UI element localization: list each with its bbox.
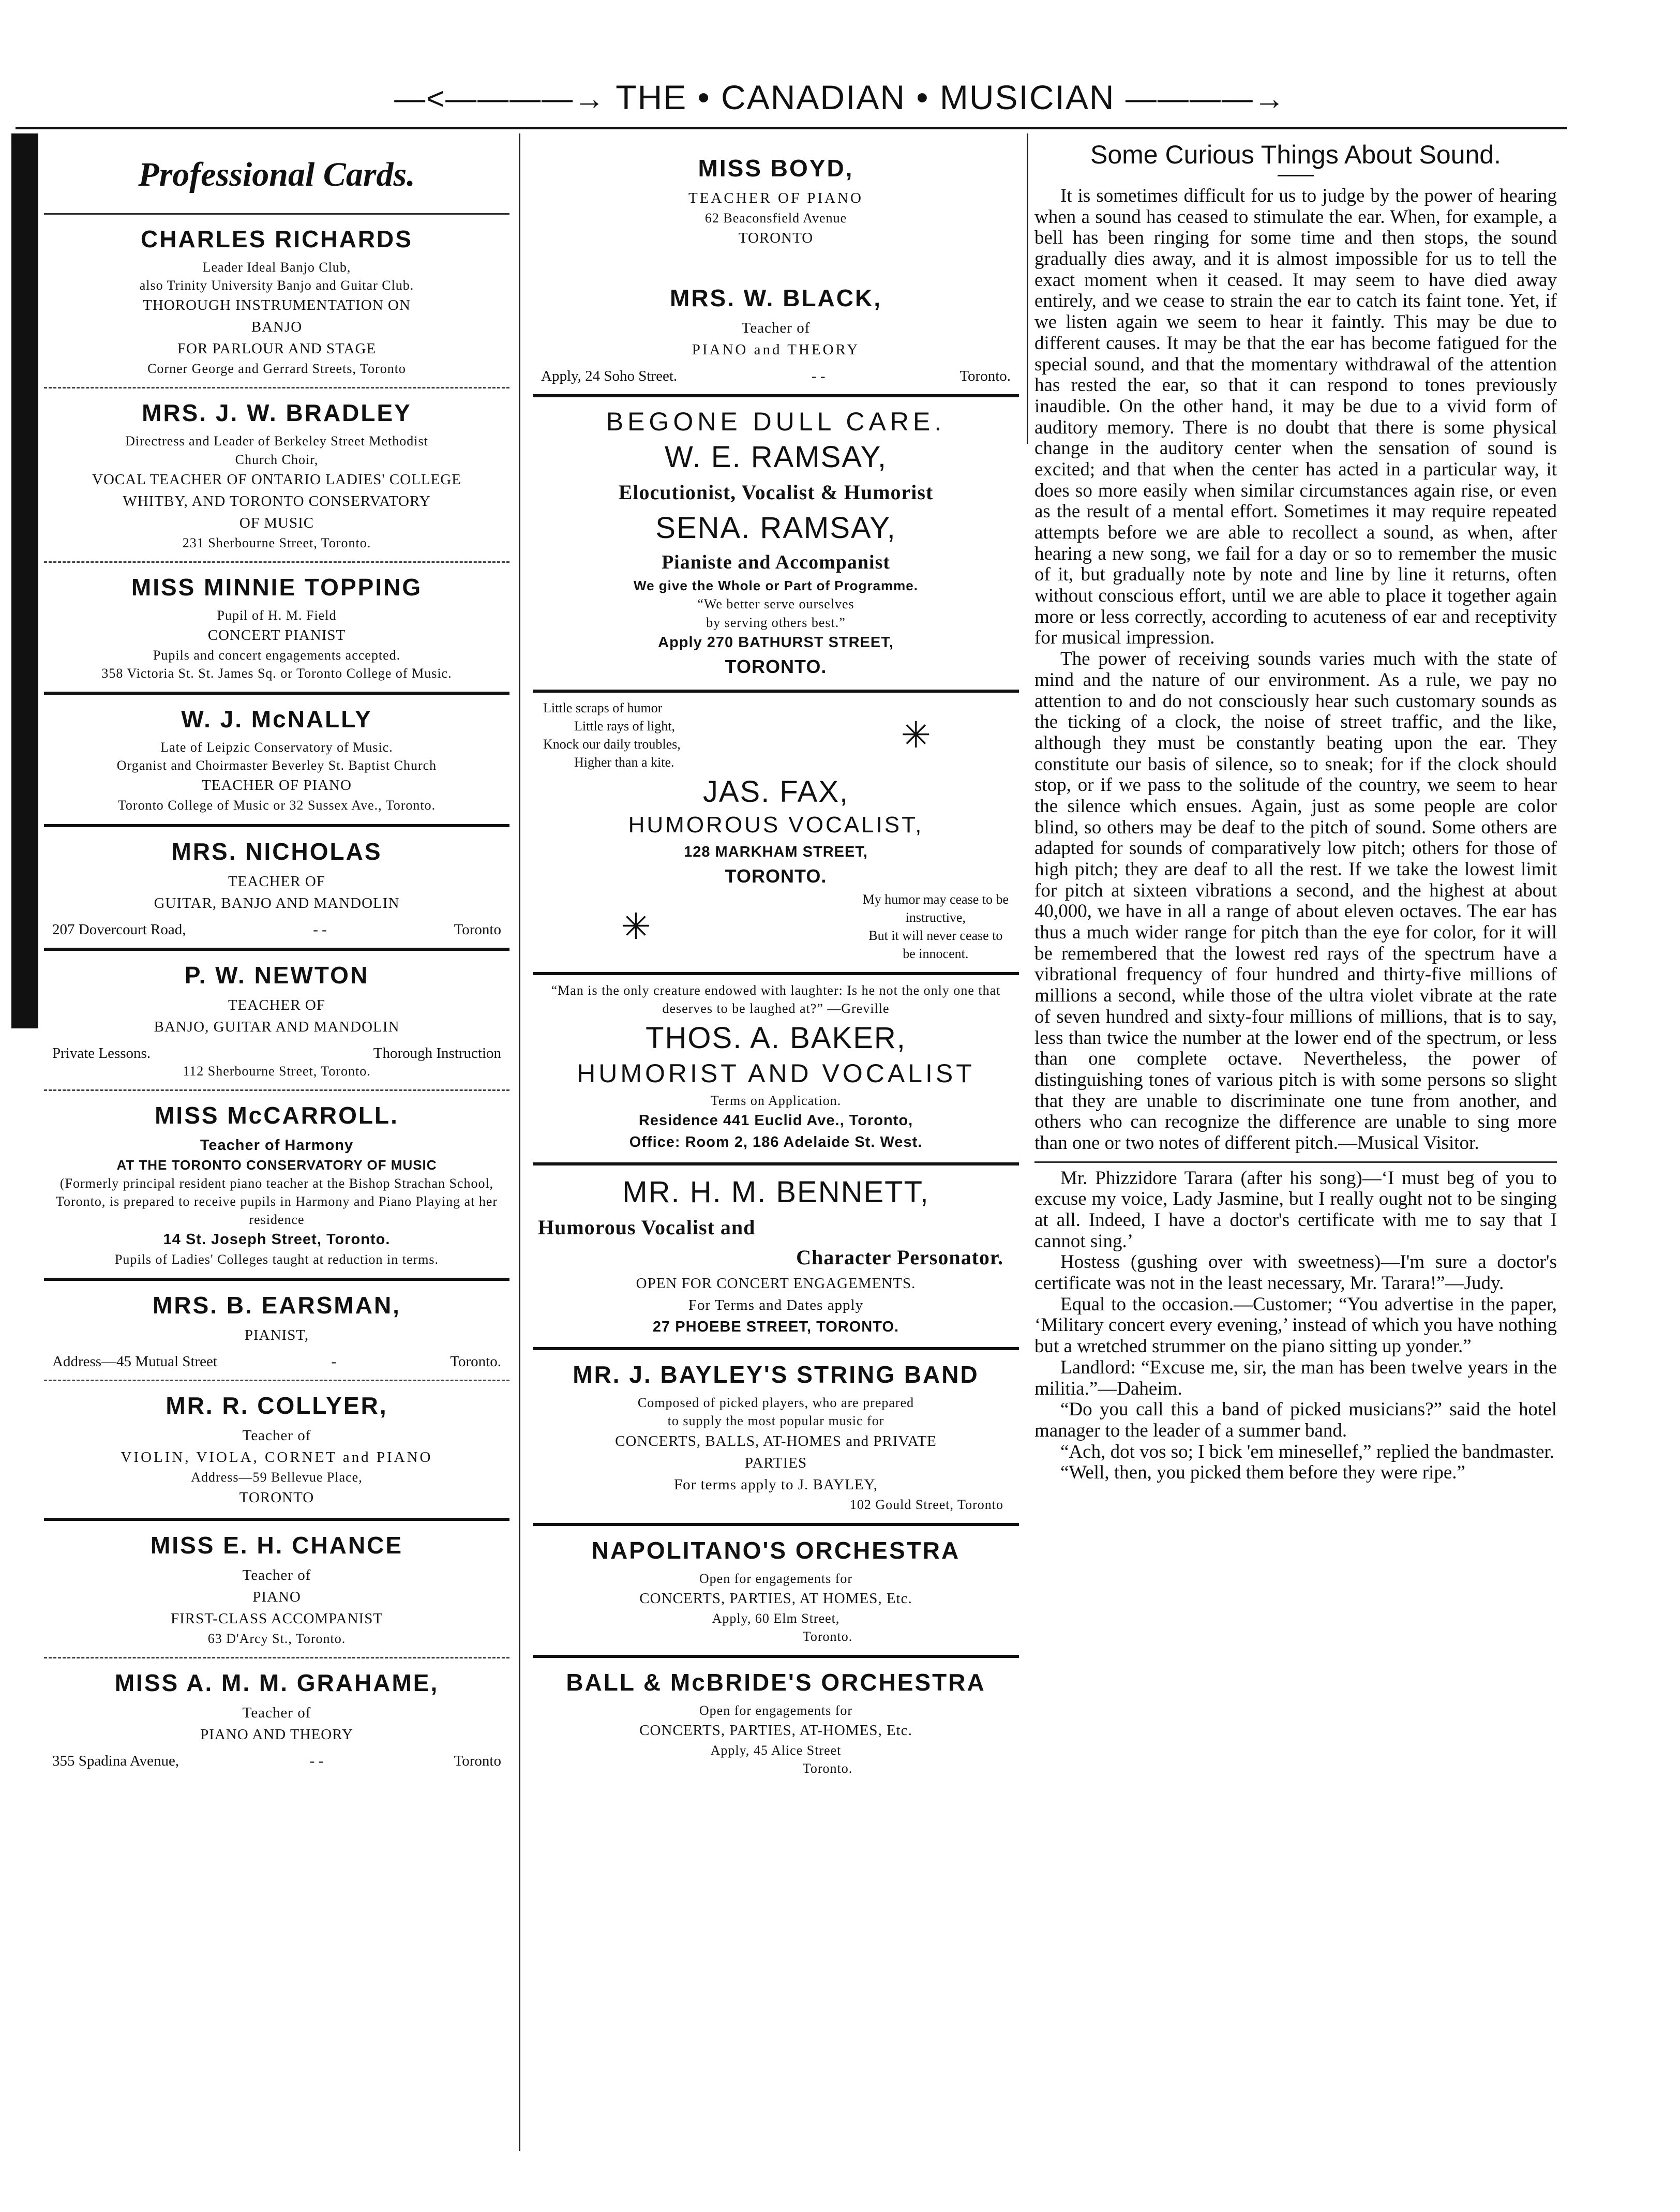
card-name: NAPOLITANO'S ORCHESTRA bbox=[591, 1536, 961, 1564]
quote: “Man is the only creature endowed with laughter: Is he not the only one that deserves to be laughed at?” —Greville bbox=[551, 982, 1001, 1016]
title-rule bbox=[1278, 175, 1314, 176]
card-name: BALL & McBRIDE'S ORCHESTRA bbox=[566, 1669, 986, 1696]
paragraph: Hostess (gushing over with sweetness)—I'm sure a doctor's certificate was not in the least necessary, Mr. Tarara!”—Judy. bbox=[1034, 1251, 1557, 1294]
card-name: MR. H. M. BENNETT, bbox=[622, 1175, 929, 1209]
card-line: CONCERT PIANIST bbox=[207, 626, 346, 644]
card-line: Teacher of Harmony bbox=[200, 1137, 354, 1154]
card-line: TORONTO. bbox=[725, 655, 827, 677]
card-line: VIOLIN, VIOLA, CORNET and PIANO bbox=[121, 1449, 433, 1466]
asterisk-icon: ✳ bbox=[901, 714, 931, 757]
card-line: PIANO bbox=[252, 1588, 301, 1605]
card-name: MISS A. M. M. GRAHAME, bbox=[114, 1669, 439, 1696]
card-collyer bbox=[44, 1381, 509, 1520]
verse-line: be innocent. bbox=[903, 946, 969, 961]
card-dashes: - - bbox=[309, 1752, 324, 1769]
card-line: OF MUSIC bbox=[239, 514, 314, 531]
card-city: Toronto. bbox=[802, 1761, 853, 1776]
card-right: Thorough Instruction bbox=[373, 1044, 501, 1062]
card-dashes: - - bbox=[313, 921, 327, 938]
card-line: Open for engagements for bbox=[699, 1571, 853, 1586]
card-earsman bbox=[44, 1281, 509, 1381]
card-line: by serving others best.” bbox=[706, 615, 846, 630]
card-line: Organist and Choirmaster Beverley St. Baptist Church bbox=[116, 758, 437, 773]
card-line: HUMORIST AND VOCALIST bbox=[577, 1059, 975, 1088]
card-line: TORONTO bbox=[239, 1489, 314, 1506]
card-line: CONCERTS, PARTIES, AT HOMES, Etc. bbox=[639, 1590, 912, 1607]
card-line: Open for engagements for bbox=[699, 1703, 853, 1718]
verse-line: Higher than a kite. bbox=[574, 755, 674, 770]
card-name: W. J. McNALLY bbox=[181, 706, 372, 733]
card-address: 102 Gould Street, Toronto bbox=[849, 1497, 1003, 1512]
paragraph: Equal to the occasion.—Customer; “You advertise in the paper, ‘Military concert every evening,’ instead of which you have nothing but a wretched strummer on the piano sitting up yonder.” bbox=[1034, 1293, 1557, 1357]
card-line: Church Choir, bbox=[235, 452, 319, 467]
professional-cards-column bbox=[44, 140, 509, 1779]
card-name: MISS BOYD, bbox=[698, 155, 854, 182]
card-jas-fax bbox=[533, 693, 1019, 975]
card-line: Teacher of bbox=[242, 1427, 311, 1444]
card-name: MR. J. BAYLEY'S STRING BAND bbox=[573, 1361, 979, 1388]
card-city: Toronto. bbox=[802, 1629, 853, 1645]
card-address: Residence 441 Euclid Ave., Toronto, bbox=[638, 1112, 913, 1129]
card-line: Pupils of Ladies' Colleges taught at reduction in terms. bbox=[114, 1252, 439, 1267]
card-name: W. E. RAMSAY, bbox=[665, 440, 887, 474]
card-city: Toronto bbox=[454, 921, 501, 938]
card-line: TORONTO. bbox=[725, 865, 827, 887]
card-name: MISS MINNIE TOPPING bbox=[131, 573, 423, 601]
header-rule bbox=[16, 127, 1567, 129]
card-grahame bbox=[44, 1658, 509, 1779]
card-line: Elocutionist, Vocalist & Humorist bbox=[618, 481, 934, 504]
card-address: 358 Victoria St. St. James Sq. or Toronto College of Music. bbox=[101, 666, 452, 681]
card-city: Toronto. bbox=[450, 1353, 501, 1370]
card-address: 355 Spadina Avenue, bbox=[52, 1752, 179, 1769]
card-line: Composed of picked players, who are prepared bbox=[637, 1395, 914, 1411]
card-line: PARTIES bbox=[744, 1454, 807, 1471]
card-line: GUITAR, BANJO AND MANDOLIN bbox=[154, 894, 400, 911]
card-line: HUMOROUS VOCALIST, bbox=[628, 812, 924, 838]
card-name: MRS. B. EARSMAN, bbox=[153, 1292, 401, 1319]
anecdotes bbox=[1034, 1168, 1557, 1484]
card-charles-richards bbox=[44, 215, 509, 388]
card-line: “We better serve ourselves bbox=[697, 596, 854, 612]
column-divider-2 bbox=[1027, 133, 1028, 444]
article-body bbox=[1034, 186, 1557, 1154]
card-address: Apply, 60 Elm Street, bbox=[712, 1610, 840, 1626]
card-address-row bbox=[44, 1353, 509, 1370]
card-address: Apply, 45 Alice Street bbox=[710, 1743, 842, 1758]
card-name: MRS. NICHOLAS bbox=[171, 838, 382, 865]
card-address: Corner George and Gerrard Streets, Toronto bbox=[147, 361, 406, 377]
verse bbox=[863, 890, 1009, 963]
card-line: AT THE TORONTO CONSERVATORY OF MUSIC bbox=[116, 1157, 437, 1173]
card-line: FOR PARLOUR AND STAGE bbox=[177, 340, 377, 357]
card-line: VOCAL TEACHER OF ONTARIO LADIES' COLLEGE bbox=[92, 471, 461, 488]
card-line: to supply the most popular music for bbox=[667, 1413, 884, 1429]
card-line: Teacher of bbox=[242, 1566, 311, 1583]
card-line: PIANIST, bbox=[244, 1327, 309, 1344]
verse bbox=[543, 699, 681, 771]
paragraph: It is sometimes difficult for us to judge by the power of hearing when a sound has ceased to stimulate the ear. When, for example, a bell has been ringing for some time and then stops, the sound gradually dies away, and it is almost impossible for us to tell the exact moment when it ceased. It may seem to have died away entirely, and we cease to strain the ear to catch its faint tone. Yet, if we listen again we seem to hear it faintly. This may be due to different causes. It may be that the ear has become fatigued for the special sound, and that the momentary withdrawal of the attention has rested the ear, so that it can respond to tones previously inaudible. On the other hand, it may be due to a vivid form of auditory memory. There is no doubt that there is some physical change in the auditory center when the sensation of sound is excited; and that when the center has acted in a particular way, it does so more easily when similar circumstances again rise, or even as the result of a mental effort. Sometimes it may require repeated attempts before we are able to recollect a sound, as when, after hearing a new song, we fail for a day or so to remember the music of it, but gradually note by note and line by line it returns, often without conscious effort, until we are able to place it together again more or less correctly, according to acuteness of ear and receptivity for musical impression. bbox=[1034, 185, 1557, 649]
card-line: THOROUGH INSTRUMENTATION ON bbox=[143, 297, 411, 314]
card-dashes: - - bbox=[811, 368, 826, 385]
card-line: Teacher of bbox=[242, 1704, 311, 1721]
card-line: Humorous Vocalist and bbox=[538, 1216, 756, 1239]
asterisk-icon: ✳ bbox=[621, 905, 651, 948]
card-line: For Terms and Dates apply bbox=[688, 1297, 864, 1314]
card-chance bbox=[44, 1521, 509, 1658]
card-address: Address—59 Bellevue Place, bbox=[191, 1470, 363, 1485]
card-line: Character Personator. bbox=[796, 1246, 1003, 1269]
card-line: WHITBY, AND TORONTO CONSERVATORY bbox=[123, 492, 431, 510]
card-name: MISS E. H. CHANCE bbox=[150, 1531, 403, 1559]
paragraph: “Ach, dot vos so; I bick 'em minesellef,” replied the bandmaster. bbox=[1060, 1441, 1555, 1462]
card-line: PIANO and THEORY bbox=[692, 341, 860, 358]
card-name: MISS McCARROLL. bbox=[155, 1101, 399, 1129]
advertisements-column bbox=[533, 140, 1019, 1787]
card-thos-baker bbox=[533, 975, 1019, 1165]
article-title: Some Curious Things About Sound. bbox=[1090, 140, 1502, 169]
card-city: Toronto. bbox=[959, 368, 1011, 385]
card-line: TORONTO bbox=[738, 230, 814, 247]
card-address-row bbox=[44, 1753, 509, 1770]
paragraph: “Do you call this a band of picked musicians?” said the hotel manager to the leader of a summer band. bbox=[1034, 1399, 1557, 1441]
card-newton bbox=[44, 951, 509, 1091]
card-line: Pianiste and Accompanist bbox=[661, 551, 891, 574]
card-address: 231 Sherbourne Street, Toronto. bbox=[182, 535, 371, 550]
card-line: FIRST-CLASS ACCOMPANIST bbox=[170, 1610, 383, 1627]
card-miss-boyd bbox=[533, 140, 1019, 258]
card-line: Leader Ideal Banjo Club, bbox=[202, 260, 351, 275]
card-name: MRS. J. W. BRADLEY bbox=[142, 399, 412, 427]
card-address: Toronto College of Music or 32 Sussex Ave., Toronto. bbox=[117, 798, 436, 813]
card-napolitano bbox=[533, 1526, 1019, 1658]
card-address: Apply, 24 Soho Street. bbox=[541, 368, 678, 385]
verse-line: But it will never cease to bbox=[868, 928, 1003, 943]
card-mccarroll bbox=[44, 1091, 509, 1281]
paragraph: The power of receiving sounds varies much with the state of mind and the nature of our environment. As a rule, we pay no attention to and do not consciously hear such customary sounds as the ticking of a clock, the noise of street traffic, and the like, although they must be constantly beating upon the ear. They constitute our basis of silence, so to sneak; for if the clock should stop, or if we pass to the solitude of the country, we seem to hear the silence which ensues. Again, just as some people are color blind, so others may be deaf to the pitch of sound. Some others are adapted for sounds of comparatively low pitch; others for those of high pitch; they are deaf to all the rest. If we take the lowest limit for pitch at sixteen vibrations a second, and the highest at about 40,000, we have in all a range of about eleven octaves. The ear has thus a much wider range for pitch than the eye for color, for it will be remembered that the lowest red rays of the spectrum have a vibrational frequency of four hundred and thirty-five millions of millions a second, while those of the ultra violet vibrate at the rate of seven hundred and sixty-four millions of millions, that is to say, less than twice the number at the lower end of the spectrum, or less than one complete octave. Nevertheless, the power of distinguishing tones of various pitch is with some persons so slight that they are unable to discriminate one tune from another, and others who can recognize the difference are unable to sing more than one or two notes of different pitch.—Musical Visitor. bbox=[1034, 648, 1557, 1154]
paragraph: “Well, then, you picked them before they were ripe.” bbox=[1060, 1462, 1465, 1484]
card-line: BANJO, GUITAR AND MANDOLIN bbox=[154, 1018, 400, 1035]
verse-line: Little rays of light, bbox=[574, 718, 675, 734]
verse-line: Little scraps of humor bbox=[543, 700, 663, 715]
card-line: CONCERTS, BALLS, AT-HOMES and PRIVATE bbox=[615, 1432, 937, 1449]
card-line: Directress and Leader of Berkeley Street Methodist bbox=[125, 434, 428, 449]
right-ornament: ————→ bbox=[1125, 81, 1286, 116]
card-address: 207 Dovercourt Road, bbox=[52, 921, 186, 938]
verse-line: Knock our daily troubles, bbox=[543, 737, 681, 752]
card-line: Terms on Application. bbox=[710, 1093, 842, 1109]
card-ball-mcbride bbox=[533, 1658, 1019, 1787]
card-name: SENA. RAMSAY, bbox=[655, 511, 896, 545]
card-line: Late of Leipzic Conservatory of Music. bbox=[160, 740, 393, 755]
card-address: 14 St. Joseph Street, Toronto. bbox=[163, 1231, 391, 1248]
card-address: Address—45 Mutual Street bbox=[52, 1353, 217, 1370]
card-line: TEACHER OF bbox=[228, 996, 326, 1013]
card-bennett bbox=[533, 1165, 1019, 1350]
card-bayley bbox=[533, 1350, 1019, 1526]
card-address-row bbox=[44, 921, 509, 938]
card-line: BANJO bbox=[251, 319, 303, 336]
ad-heading: BEGONE DULL CARE. bbox=[606, 407, 946, 437]
verse-line: instructive, bbox=[905, 909, 966, 925]
card-mrs-black bbox=[533, 274, 1019, 397]
card-address-row bbox=[533, 368, 1019, 385]
card-line: For terms apply to J. BAYLEY, bbox=[674, 1476, 878, 1493]
card-address: 128 MARKHAM STREET, bbox=[684, 844, 868, 861]
card-mcnally bbox=[44, 695, 509, 827]
card-address: 112 Sherbourne Street, Toronto. bbox=[183, 1063, 371, 1079]
card-minnie-topping bbox=[44, 563, 509, 695]
card-line: (Formerly principal resident piano teacher at the Bishop Strachan School, Toronto, is prepared to receive pupils in Harmony and Piano Playing at her residence bbox=[55, 1175, 498, 1228]
card-line: We give the Whole or Part of Programme. bbox=[634, 578, 918, 594]
left-ornament: —<————→ bbox=[394, 81, 606, 116]
card-line: 62 Beaconsfield Avenue bbox=[704, 211, 847, 226]
card-address: 27 PHOEBE STREET, TORONTO. bbox=[652, 1319, 899, 1336]
card-address: 63 D'Arcy St., Toronto. bbox=[207, 1631, 346, 1646]
card-line: TEACHER OF PIANO bbox=[688, 190, 863, 206]
column-divider-1 bbox=[519, 133, 520, 2151]
card-line: CONCERTS, PARTIES, AT-HOMES, Etc. bbox=[639, 1722, 912, 1739]
card-name: MR. R. COLLYER, bbox=[166, 1392, 388, 1419]
card-line: Pupils and concert engagements accepted. bbox=[153, 647, 401, 663]
article-column bbox=[1034, 140, 1557, 1484]
card-left: Private Lessons. bbox=[52, 1044, 151, 1062]
paragraph: Mr. Phizzidore Tarara (after his song)—‘I must beg of you to excuse my voice, Lady Jasmine, but I really ought not to be singing at all. Indeed, I have a doctor's certificate with me to say that I cannot sing.’ bbox=[1034, 1167, 1557, 1252]
card-mrs-bradley bbox=[44, 388, 509, 562]
card-name: MRS. W. BLACK, bbox=[670, 285, 882, 312]
card-line: Teacher of bbox=[741, 320, 811, 337]
card-name: P. W. NEWTON bbox=[184, 961, 369, 989]
card-dashes: - bbox=[331, 1353, 336, 1370]
card-line: TEACHER OF bbox=[228, 873, 326, 890]
card-ramsay bbox=[533, 397, 1019, 693]
article-rule bbox=[1034, 1161, 1557, 1163]
sidebar-bar bbox=[11, 133, 38, 1028]
paragraph: Landlord: “Excuse me, sir, the man has been twelve years in the militia.”—Daheim. bbox=[1034, 1356, 1557, 1399]
section-heading: Professional Cards. bbox=[44, 140, 509, 215]
card-address: Office: Room 2, 186 Adelaide St. West. bbox=[629, 1134, 923, 1151]
card-line: TEACHER OF PIANO bbox=[202, 777, 352, 794]
card-line: also Trinity University Banjo and Guitar Club. bbox=[139, 278, 414, 293]
card-line: PIANO AND THEORY bbox=[200, 1726, 353, 1743]
card-line: OPEN FOR CONCERT ENGAGEMENTS. bbox=[636, 1275, 916, 1292]
card-city: Toronto bbox=[454, 1752, 501, 1769]
card-name: CHARLES RICHARDS bbox=[141, 226, 413, 252]
card-mrs-nicholas bbox=[44, 827, 509, 951]
card-line: Pupil of H. M. Field bbox=[217, 607, 337, 623]
card-row bbox=[44, 1045, 509, 1062]
card-name: THOS. A. BAKER, bbox=[646, 1021, 906, 1055]
publication-title: THE • CANADIAN • MUSICIAN bbox=[616, 78, 1115, 116]
masthead bbox=[0, 78, 1680, 117]
verse-line: My humor may cease to be bbox=[862, 891, 1009, 907]
card-address: Apply 270 BATHURST STREET, bbox=[658, 634, 894, 651]
card-name: JAS. FAX, bbox=[702, 775, 849, 809]
